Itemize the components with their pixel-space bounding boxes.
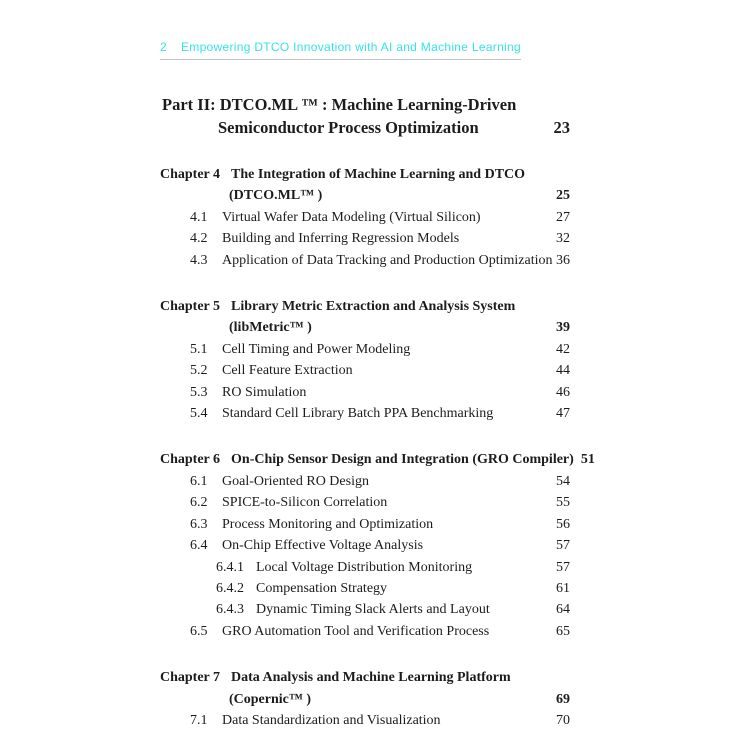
section-title: Local Voltage Distribution Monitoring [256,559,473,575]
section-number: 5.2 [190,363,208,379]
section-title: SPICE-to-Silicon Correlation [222,495,388,511]
chapter-page-number: 25 [556,188,570,204]
section-page-number: 70 [556,712,570,728]
chapter-subtitle-row [160,185,570,206]
toc-chapter-5 [160,296,570,424]
section-page-number: 27 [556,209,570,225]
chapter-label: Chapter 4 [160,167,221,182]
running-header [160,40,521,60]
subsection-row [216,578,570,599]
section-title: On-Chip Effective Voltage Analysis [222,538,424,554]
toc-chapter-4 [160,164,570,271]
section-title: GRO Automation Tool and Verification Process [222,623,490,639]
subsection-row [216,599,570,620]
section-row [190,710,570,731]
section-title: Virtual Wafer Data Modeling (Virtual Silicon) [222,209,481,225]
leader-space [479,117,554,140]
section-page-number: 57 [556,538,570,554]
chapter-heading [160,164,570,185]
section-page-number: 46 [556,384,570,400]
section-title: Cell Feature Extraction [222,363,353,379]
chapter-subtitle: (Copernic™ ) [229,691,312,707]
section-number: 6.3 [190,516,208,532]
part-title-line2 [218,117,570,140]
header-title: Empowering DTCO Innovation with AI and Machine Learning [180,40,521,54]
chapter-subtitle: (DTCO.ML™ ) [229,188,323,204]
chapter-title: The Integration of Machine Learning and DTCO [231,167,526,182]
part-title-text: Semiconductor Process Optimization [218,117,479,137]
section-page-number: 57 [556,559,570,575]
section-page-number: 36 [556,252,570,268]
chapter-subtitle-row [160,689,570,710]
chapter-label: Chapter 7 [160,670,221,686]
part-title-line1: Part II: DTCO.ML ™ : Machine Learning-Driven [162,95,517,114]
section-number: 4.3 [190,252,208,268]
section-title: Goal-Oriented RO Design [222,473,369,489]
chapter-heading [160,296,570,317]
section-row [190,403,570,424]
chapter-page-number: 69 [556,691,570,707]
chapter-heading [160,449,595,470]
chapter-subtitle-row [160,317,570,338]
chapter-subtitle: (libMetric™ ) [229,320,312,336]
section-page-number: 55 [556,495,570,511]
section-title: Standard Cell Library Batch PPA Benchmarking [222,406,494,422]
toc-chapter-6 [160,449,595,642]
section-page-number: 65 [556,623,570,639]
section-number: 5.3 [190,384,208,400]
section-number: 6.5 [190,623,208,639]
subsection-row [216,557,570,578]
section-number: 6.4 [190,538,208,554]
section-title: Dynamic Timing Slack Alerts and Layout [256,602,490,618]
section-title: Cell Timing and Power Modeling [222,341,411,357]
chapter-label: Chapter 5 [160,299,221,315]
section-row [190,382,570,403]
section-page-number: 61 [556,580,570,596]
section-page-number: 56 [556,516,570,532]
section-row [190,471,570,492]
section-title: RO Simulation [222,384,307,400]
section-row [190,514,570,535]
section-title: Building and Inferring Regression Models [222,231,460,247]
part-heading [160,94,570,139]
section-number: 4.1 [190,209,208,225]
header-page-number: 2 [160,40,167,54]
section-number: 6.2 [190,495,208,511]
section-row [190,535,570,556]
section-number: 6.4.2 [216,580,244,596]
section-row [190,250,570,271]
section-number: 6.1 [190,473,208,489]
chapter-page-number: 51 [580,452,595,468]
chapter-title: Data Analysis and Machine Learning Platform [231,670,511,686]
section-row [190,228,570,249]
section-title: Data Standardization and Visualization [222,712,441,728]
section-title: Process Monitoring and Optimization [222,516,434,532]
section-page-number: 44 [556,363,570,379]
section-page-number: 42 [556,341,570,357]
section-page-number: 47 [556,406,570,422]
section-page-number: 32 [556,231,570,247]
section-row [190,360,570,381]
toc-chapter-7 [160,667,570,731]
section-row [190,621,570,642]
part-page-number: 23 [553,117,570,137]
section-row [190,492,570,513]
chapter-title: Library Metric Extraction and Analysis System [231,299,516,315]
section-number: 6.4.1 [216,559,244,575]
chapter-heading [160,667,570,688]
section-number: 5.1 [190,341,208,357]
section-number: 4.2 [190,231,208,247]
section-row [190,339,570,360]
chapter-page-number: 39 [556,320,570,336]
chapter-title: On-Chip Sensor Design and Integration (GRO Compiler) [231,452,574,468]
section-row [190,207,570,228]
section-number: 5.4 [190,406,208,422]
section-page-number: 54 [556,473,570,489]
section-number: 7.1 [190,712,208,728]
section-title: Application of Data Tracking and Production Optimization [222,252,553,268]
section-title: Compensation Strategy [256,580,388,596]
chapter-label: Chapter 6 [160,452,221,468]
section-number: 6.4.3 [216,602,244,618]
section-page-number: 64 [556,602,570,618]
